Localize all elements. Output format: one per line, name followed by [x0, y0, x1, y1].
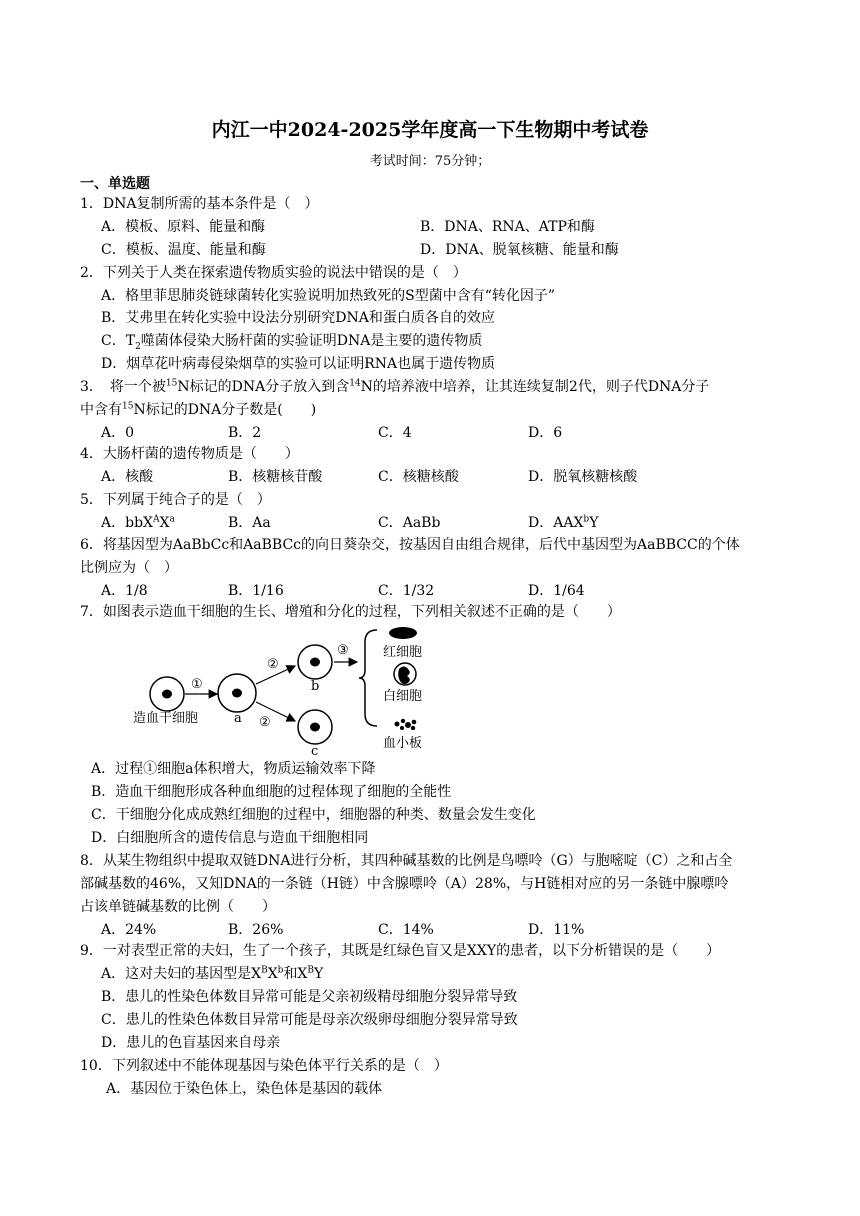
q5-option-a: A．$bbX^AX^a$: [101, 514, 175, 531]
q4-option-b: B．核糖核苷酸: [228, 469, 323, 485]
q6-option-b: B．1/16: [228, 583, 284, 599]
q3-option-c: C．4: [378, 425, 412, 441]
q5-option-d: D．AAX$^b$Y: [528, 514, 599, 531]
q9-option-a: A．这对夫妇的基因型是$X^BX^b$和$X^BY$: [101, 965, 324, 982]
q6-stem-line1: 6．将基因型为AaBbCc和AaBBCc的向日葵杂交，按基因自由组合规律，后代中基因型为AaBBCC的个体: [80, 537, 740, 553]
q10-option-a: A．基因位于染色体上，染色体是基因的载体: [106, 1081, 383, 1097]
q10-stem: 10．下列叙述中不能体现基因与染色体平行关系的是（ ）: [80, 1058, 448, 1074]
cell-c: [298, 710, 332, 744]
q8-option-d: D．11%: [528, 922, 585, 938]
q8-option-a: A．24%: [101, 922, 157, 938]
q2-option-b: B．艾弗里在转化实验中设法分别研究DNA和蛋白质各自的效应: [101, 310, 495, 326]
q5-option-c: C．AaBb: [378, 515, 441, 531]
q6-stem-line2: 比例应为（ ）: [80, 560, 178, 576]
q4-stem: 4．大肠杆菌的遗传物质是（ ）: [80, 446, 299, 462]
q1-stem: 1．DNA复制所需的基本条件是（ ）: [80, 196, 319, 212]
red-blood-cell-icon: [389, 627, 417, 639]
q2-option-d: D．烟草花叶病毒侵染烟草的实验可以证明RNA也属于遗传物质: [101, 356, 496, 372]
q7-option-b: B．造血干细胞形成各种血细胞的过程体现了细胞的全能性: [91, 784, 452, 800]
exam-time: 考试时间：75分钟；: [369, 154, 491, 169]
wbc-label: 白细胞: [383, 689, 423, 704]
white-blood-cell-icon: [394, 663, 416, 685]
cell-b: [298, 645, 332, 679]
rbc-label: 红细胞: [383, 645, 423, 660]
section-heading: 一、单选题: [80, 176, 150, 192]
q8-option-b: B．26%: [228, 922, 284, 938]
platelet-icon: [395, 719, 417, 730]
q8-option-c: C．14%: [378, 922, 434, 938]
cell-b-label: b: [311, 679, 320, 694]
q4-option-d: D．脱氧核糖核酸: [528, 469, 638, 485]
q2-stem: 2．下列关于人类在探索遗传物质实验的说法中错误的是（ ）: [80, 265, 467, 281]
q7-option-c: C．干细胞分化成成熟红细胞的过程中，细胞器的种类、数量会发生变化: [91, 807, 536, 823]
stem-cell-label: 造血干细胞: [133, 711, 199, 726]
q3-option-a: A．0: [101, 425, 135, 441]
q3-stem-line2: 中含有$^{15}$N标记的DNA分子数是( ): [80, 401, 317, 418]
q6-option-a: A．1/8: [101, 583, 148, 599]
cell-c-label: c: [311, 744, 319, 758]
hematopoiesis-diagram: [125, 624, 445, 758]
q1-option-a: A．模板、原料、能量和酶: [101, 219, 266, 235]
q8-stem-line3: 占该单链碱基数的比例（ ）: [80, 899, 276, 915]
step-2-label-upper: ②: [267, 657, 279, 672]
q4-option-a: A．核酸: [101, 469, 154, 485]
q3-stem-line1: 3． 将一个被$^{15}$N标记的DNA分子放入到含$^{14}$N的培养液中培养，让其连续复制2代，则子代DNA分子: [80, 378, 710, 395]
q3-option-d: D．6: [528, 425, 563, 441]
q3-option-b: B．2: [228, 425, 262, 441]
q4-option-c: C．核糖核酸: [378, 469, 459, 485]
step-3-label: ③: [337, 643, 349, 658]
cell-a: [218, 674, 256, 712]
q5-stem: 5．下列属于纯合子的是（ ）: [80, 492, 271, 508]
q8-stem-line2: 部碱基数的46%，又知DNA的一条链（H链）中含腺嘌呤（A）28%，与H链相对应的另一条链中腺嘌呤: [80, 876, 729, 892]
q9-option-d: D．患儿的色盲基因来自母亲: [101, 1035, 281, 1051]
q9-stem: 9．一对表型正常的夫妇，生了一个孩子，其既是红绿色盲又是XXY的患者，以下分析错误的是（ ）: [80, 943, 721, 959]
q2-option-c: C．$T_2$噬菌体侵染大肠杆菌的实验证明DNA是主要的遗传物质: [101, 333, 483, 352]
q6-option-c: C．1/32: [378, 583, 435, 599]
stem-cell: [150, 677, 184, 711]
q8-stem-line1: 8．从某生物组织中提取双链DNA进行分析，其四种碱基数的比例是鸟嘌呤（G）与胞嘧啶（C）之和占全: [80, 853, 733, 869]
q7-stem: 7．如图表示造血干细胞的生长、增殖和分化的过程，下列相关叙述不正确的是（ ）: [80, 604, 621, 620]
q1-option-b: B．DNA、RNA、ATP和酶: [420, 219, 595, 235]
cell-a-label: a: [234, 711, 242, 726]
q5-option-b: B．Aa: [228, 515, 271, 531]
q6-option-d: D．1/64: [528, 583, 585, 599]
step-1-label: ①: [191, 677, 203, 692]
q9-option-b: B．患儿的性染色体数目异常可能是父亲初级精母细胞分裂异常导致: [101, 989, 518, 1005]
q7-option-d: D．白细胞所含的遗传信息与造血干细胞相同: [91, 830, 369, 846]
step-2-label-lower: ②: [259, 715, 271, 730]
q2-option-a: A．格里菲思肺炎链球菌转化实验说明加热致死的S型菌中含有“转化因子”: [101, 288, 556, 304]
q1-option-c: C．模板、温度、能量和酶: [101, 242, 266, 258]
q9-option-c: C．患儿的性染色体数目异常可能是母亲次级卵母细胞分裂异常导致: [101, 1012, 518, 1028]
q7-option-a: A．过程①细胞a体积增大，物质运输效率下降: [91, 761, 376, 777]
q1-option-d: D．DNA、脱氧核糖、能量和酶: [420, 242, 619, 258]
page-title: 内江一中2024-2025学年度高一下生物期中考试卷: [211, 119, 649, 141]
platelet-label: 血小板: [383, 736, 423, 751]
